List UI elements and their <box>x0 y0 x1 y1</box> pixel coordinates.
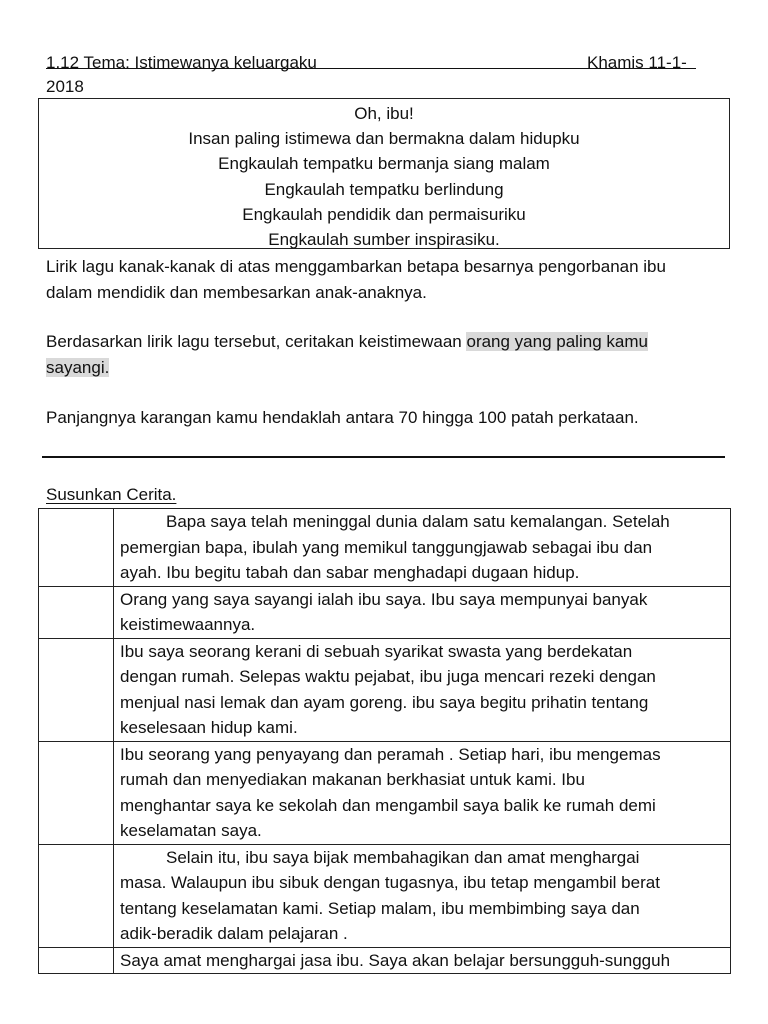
order-cell[interactable] <box>39 741 114 844</box>
poem-line: Engkaulah tempatku bermanja siang malam <box>218 154 550 174</box>
table-row <box>39 741 731 844</box>
story-line: Ibu seorang yang penyayang dan peramah . Setiap hari, ibu mengemas <box>120 744 661 764</box>
task-prefix: Berdasarkan lirik lagu tersebut, ceritakan keistimewaan <box>46 332 467 351</box>
table-row <box>39 638 731 741</box>
table-row <box>39 844 731 947</box>
section-divider <box>42 456 725 458</box>
story-line: keistimewaannya. <box>120 615 256 634</box>
story-line: dengan rumah. Selepas waktu pejabat, ibu juga mencari rezeki dengan <box>120 667 656 686</box>
story-line: ayah. Ibu begitu tabah dan sabar menghadapi dugaan hidup. <box>120 563 580 582</box>
length-note: Panjangnya karangan kamu hendaklah antara 70 hingga 100 patah perkataan. <box>46 408 639 427</box>
header-underline <box>46 68 696 69</box>
table-row <box>39 947 731 974</box>
story-table <box>38 508 731 974</box>
intro-paragraph <box>46 254 736 306</box>
story-cell <box>114 509 731 587</box>
order-cell[interactable] <box>39 844 114 947</box>
order-cell[interactable] <box>39 638 114 741</box>
story-line: masa. Walaupun ibu sibuk dengan tugasnya, ibu tetap mengambil berat <box>120 873 660 892</box>
intro-line: Lirik lagu kanak-kanak di atas menggambarkan betapa besarnya pengorbanan ibu <box>46 257 666 276</box>
order-cell[interactable] <box>39 586 114 638</box>
story-line: menjual nasi lemak dan ayam goreng. ibu saya begitu prihatin tentang <box>120 692 649 712</box>
story-line: pemergian bapa, ibulah yang memikul tanggungjawab sebagai ibu dan <box>120 537 653 557</box>
order-cell[interactable] <box>39 509 114 587</box>
story-line: adik-beradik dalam pelajaran . <box>120 924 348 943</box>
poem-box <box>38 98 730 249</box>
intro-line: dalam mendidik dan membesarkan anak-anaknya. <box>46 283 427 302</box>
poem-line: Engkaulah sumber inspirasiku. <box>268 229 500 249</box>
story-line: menghantar saya ke sekolah dan mengambil saya balik ke rumah demi <box>120 795 656 815</box>
table-row <box>39 586 731 638</box>
poem-line: Oh, ibu! <box>354 104 414 123</box>
story-line: Saya amat menghargai jasa ibu. Saya akan belajar bersungguh-sungguh <box>120 950 671 970</box>
header-year: 2018 <box>46 77 84 96</box>
story-line: tentang keselamatan kami. Setiap malam, ibu membimbing saya dan <box>120 898 640 918</box>
order-cell[interactable] <box>39 947 114 974</box>
header-date: Khamis 11-1- <box>587 53 687 72</box>
story-line: Orang yang saya sayangi ialah ibu saya. Ibu saya mempunyai banyak <box>120 589 648 609</box>
story-line: keselesaan hidup kami. <box>120 718 298 737</box>
story-line: rumah dan menyediakan makanan berkhasiat untuk kami. Ibu <box>120 770 585 789</box>
story-cell <box>114 844 731 947</box>
poem-line: Engkaulah tempatku berlindung <box>264 179 504 199</box>
poem-line: Engkaulah pendidik dan permaisuriku <box>242 204 526 224</box>
table-row <box>39 509 731 587</box>
story-cell <box>114 947 731 974</box>
task-highlight: sayangi. <box>46 358 110 377</box>
page-title: 1.12 Tema: Istimewanya keluargaku <box>46 53 317 72</box>
story-line: Selain itu, ibu saya bijak membahagikan dan amat menghargai <box>166 847 640 867</box>
story-cell <box>114 741 731 844</box>
story-line: Ibu saya seorang kerani di sebuah syarikat swasta yang berdekatan <box>120 641 633 661</box>
story-cell <box>114 586 731 638</box>
story-line: keselamatan saya. <box>120 821 262 840</box>
section-title: Susunkan Cerita. <box>46 485 177 504</box>
story-line: Bapa saya telah meninggal dunia dalam satu kemalangan. Setelah <box>166 512 670 531</box>
story-cell <box>114 638 731 741</box>
task-highlight: orang yang paling kamu <box>466 332 648 351</box>
poem-line: Insan paling istimewa dan bermakna dalam hidupku <box>188 129 580 149</box>
header <box>46 51 696 75</box>
task-paragraph <box>46 329 736 381</box>
